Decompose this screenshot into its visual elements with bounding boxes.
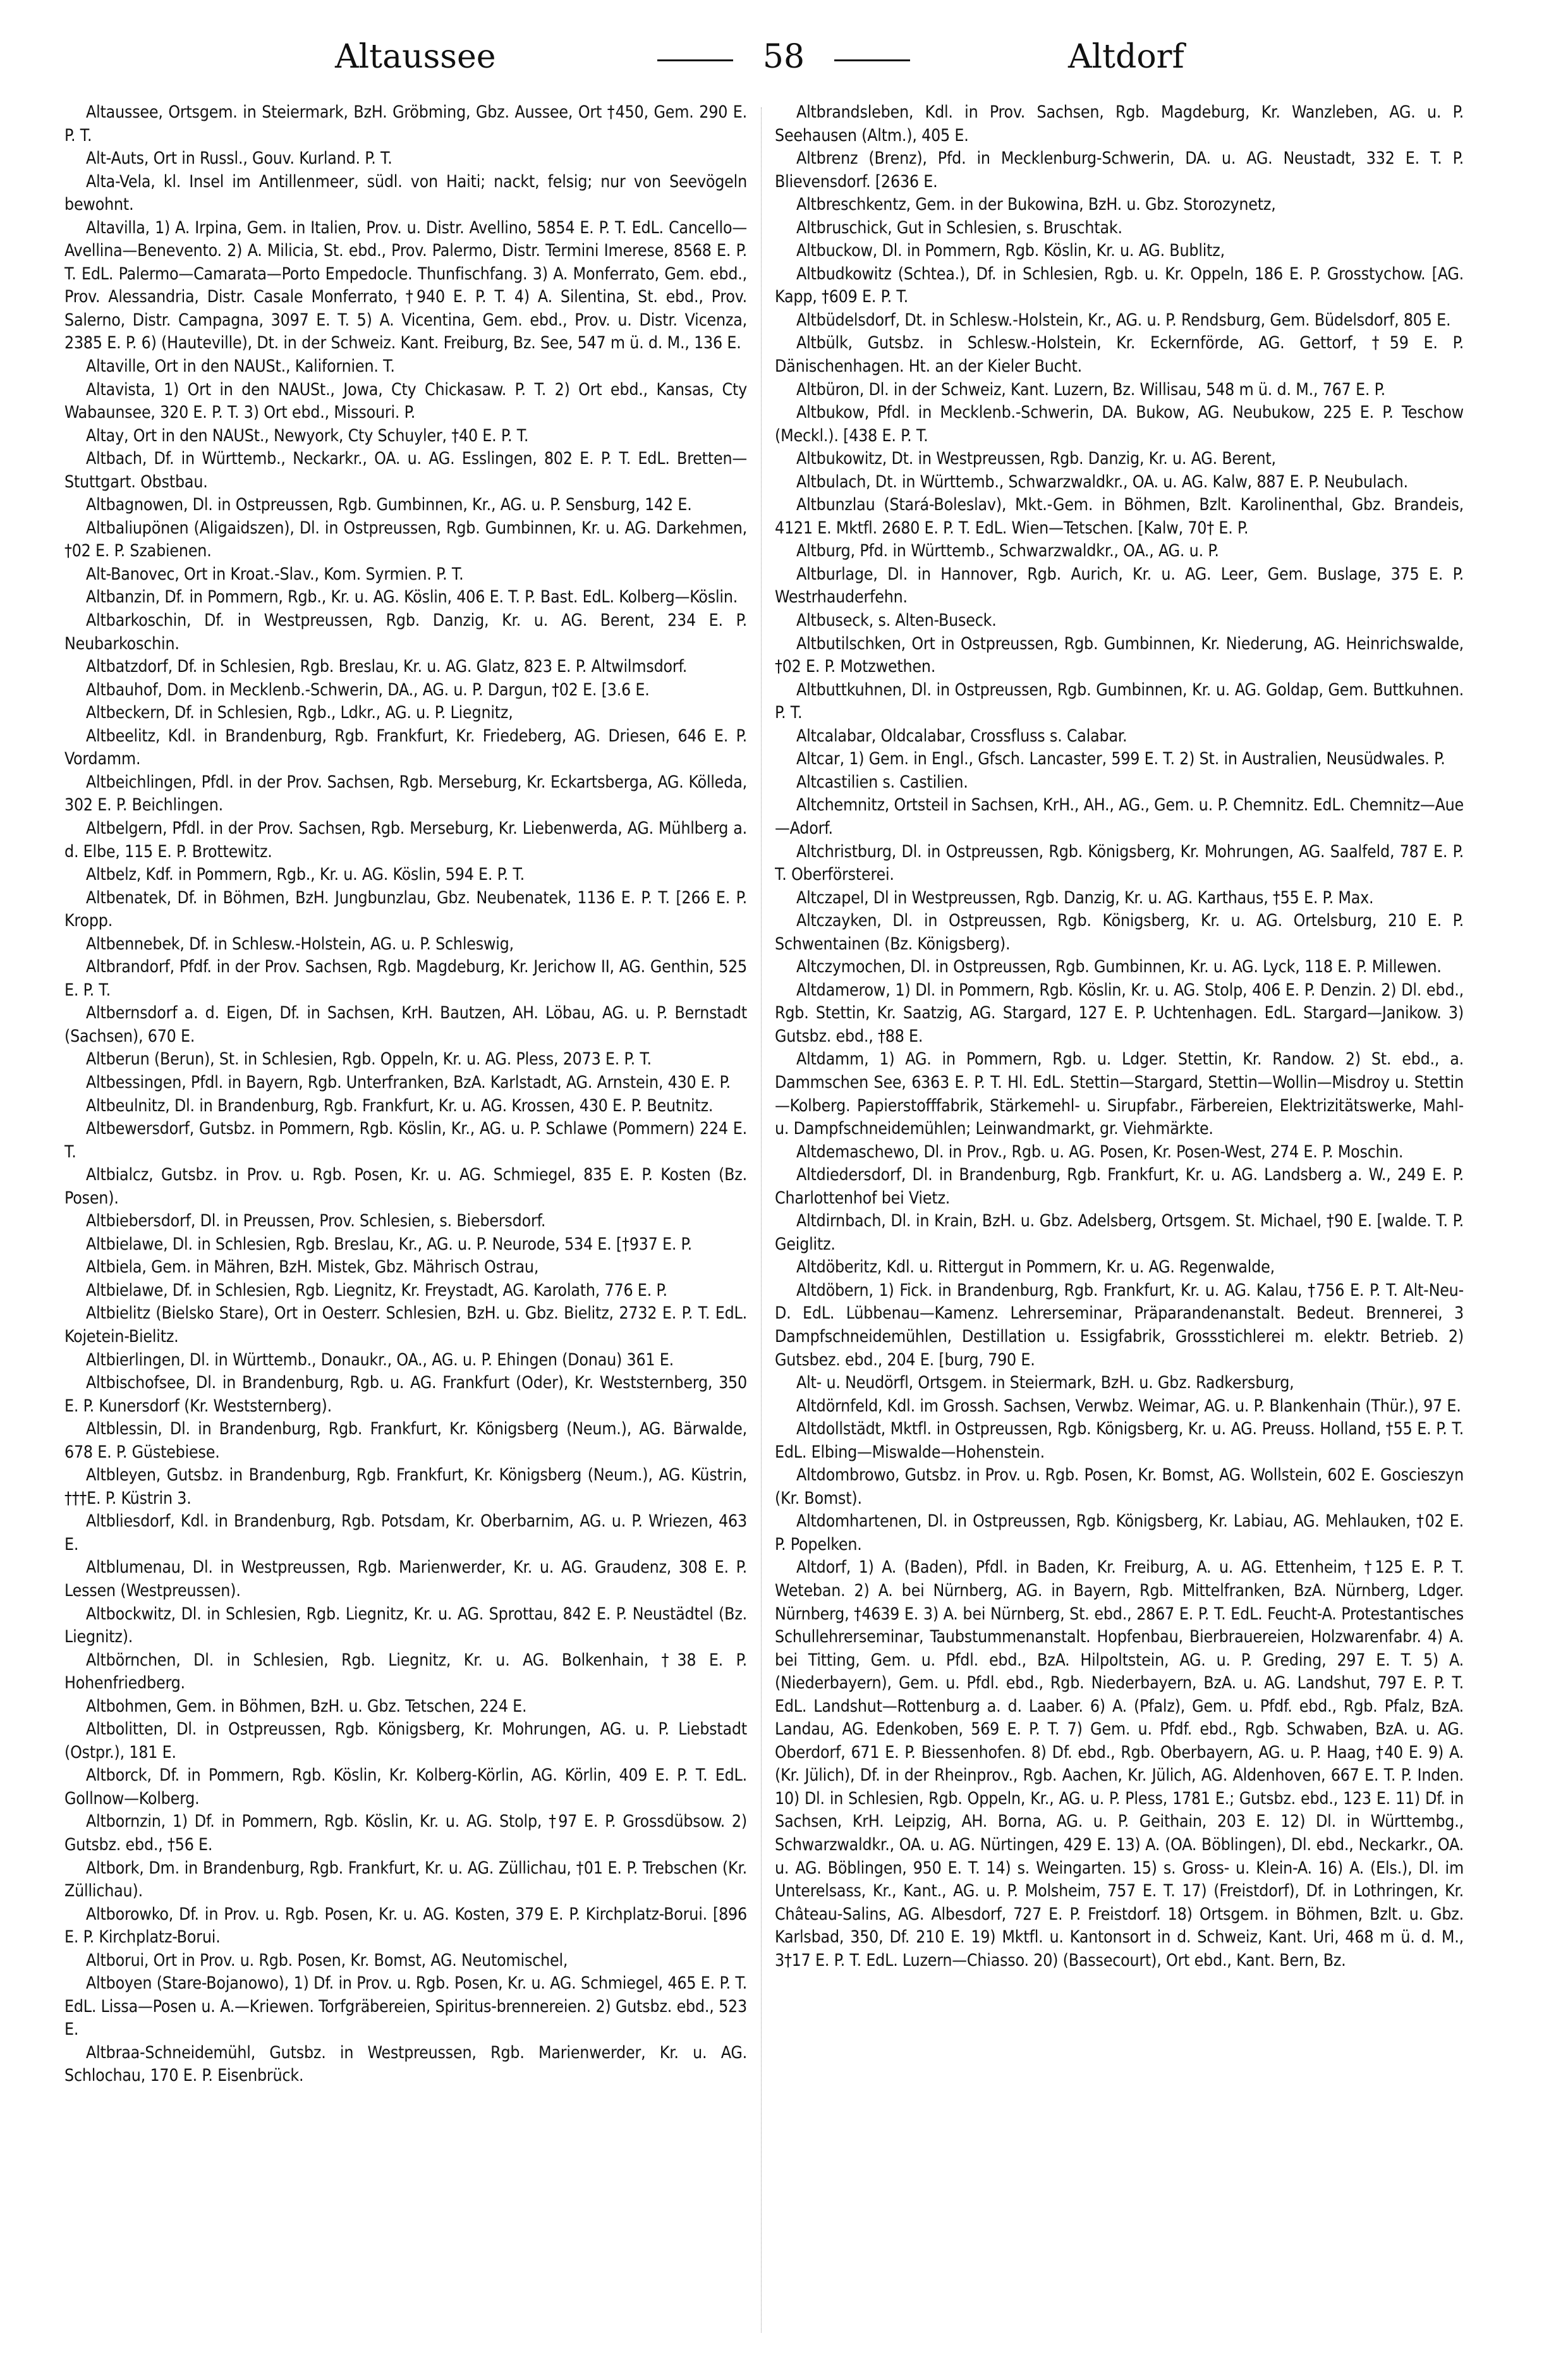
gazetteer-entry: Altbrandorf, Pfdf. in der Prov. Sachsen, Rgb. Magdeburg, Kr. Jerichow II, AG. Genthin, 525 E. P. T.: [64, 957, 747, 1000]
gazetteer-entry: Altbewersdorf, Gutsbz. in Pommern, Rgb. Köslin, Kr., AG. u. P. Schlawe (Pommern) 224 E. T.: [64, 1119, 747, 1162]
gazetteer-entry: Altblumenau, Dl. in Westpreussen, Rgb. Marienwerder, Kr. u. AG. Graudenz, 308 E. P. Lessen (Westpreussen).: [64, 1557, 747, 1600]
gazetteer-entry: Altchristburg, Dl. in Ostpreussen, Rgb. Königsberg, Kr. Mohrungen, AG. Saalfeld, 787 E. P. T. Oberförsterei.: [775, 841, 1464, 885]
gazetteer-entry: Altchemnitz, Ortsteil in Sachsen, KrH., AH., AG., Gem. u. P. Chemnitz. EdL. Chemnitz—Aue—Adorf.: [775, 795, 1464, 838]
gazetteer-entry: Altbuttkuhnen, Dl. in Ostpreussen, Rgb. Gumbinnen, Kr. u. AG. Goldap, Gem. Buttkuhnen. P. T.: [775, 680, 1464, 723]
gazetteer-entry: Altbukowitz, Dt. in Westpreussen, Rgb. Danzig, Kr. u. AG. Berent,: [796, 449, 1276, 469]
gazetteer-entry: Altczapel, Dl in Westpreussen, Rgb. Danzig, Kr. u. AG. Karthaus, †55 E. P. Max.: [796, 887, 1374, 908]
right-column: [775, 101, 1464, 2339]
left-column: [64, 101, 747, 2339]
gazetteer-entry: Altbork, Dm. in Brandenburg, Rgb. Frankfurt, Kr. u. AG. Züllichau, †01 E. P. Trebschen (Kr. Züllichau).: [64, 1858, 747, 1901]
gazetteer-entry: Altbülk, Gutsbz. in Schlesw.-Holstein, Kr. Eckernförde, AG. Gettorf, †59 E. P. Dänischenhagen. Ht. an der Kieler Bucht.: [775, 333, 1464, 377]
gazetteer-entry: Altaussee, Ortsgem. in Steiermark, BzH. Gröbming, Gbz. Aussee, Ort †450, Gem. 290 E. P. T.: [64, 102, 747, 145]
gazetteer-entry: Altbach, Df. in Württemb., Neckarkr., OA. u. AG. Esslingen, 802 E. P. T. EdL. Bretten—Stuttgart. Obstbau.: [64, 449, 747, 492]
gazetteer-entry: Altbutilschken, Ort in Ostpreussen, Rgb. Gumbinnen, Kr. Niederung, AG. Heinrichswalde, †02 E. P. Motzwethen.: [775, 633, 1464, 677]
gazetteer-entry: Altbüron, Dl. in der Schweiz, Kant. Luzern, Bz. Willisau, 548 m ü. d. M., 767 E. P.: [796, 379, 1385, 399]
gazetteer-entry: Alt-Auts, Ort in Russl., Gouv. Kurland. P. T.: [86, 149, 392, 169]
gazetteer-entry: Altaville, Ort in den NAUSt., Kalifornien. T.: [86, 357, 395, 377]
gazetteer-entry: Altbialcz, Gutsbz. in Prov. u. Rgb. Posen, Kr. u. AG. Schmiegel, 835 E. P. Kosten (Bz. Posen).: [64, 1165, 747, 1208]
gazetteer-entry: Altbierlingen, Dl. in Württemb., Donaukr., OA., AG. u. P. Ehingen (Donau) 361 E.: [86, 1350, 674, 1370]
gazetteer-entry: Altbaliupönen (Aligaidszen), Dl. in Ostpreussen, Rgb. Gumbinnen, Kr. u. AG. Darkehmen, †02 E. P. Szabienen.: [64, 518, 747, 561]
gazetteer-entry: Altbagnowen, Dl. in Ostpreussen, Rgb. Gumbinnen, Kr., AG. u. P. Sensburg, 142 E.: [86, 495, 692, 515]
gazetteer-entry: Altbennebek, Df. in Schlesw.-Holstein, AG. u. P. Schleswig,: [86, 934, 514, 954]
gazetteer-entry: Altdirnbach, Dl. in Krain, BzH. u. Gbz. Adelsberg, Ortsgem. St. Michael, †90 E. [walde. T. P. Geiglitz.: [775, 1211, 1464, 1254]
gazetteer-entry: Altcar, 1) Gem. in Engl., Gfsch. Lancaster, 599 E. T. 2) St. in Australien, Neusüdwales. P.: [796, 749, 1445, 769]
gazetteer-entry: Altberun (Berun), St. in Schlesien, Rgb. Oppeln, Kr. u. AG. Pless, 2073 E. P. T.: [86, 1049, 652, 1070]
gazetteer-entry: Altbischofsee, Dl. in Brandenburg, Rgb. u. AG. Frankfurt (Oder), Kr. Weststernberg, 350 E. P. Kunersdorf (Kr. Weststernberg).: [64, 1373, 747, 1416]
gazetteer-entry: Altbeichlingen, Pfdl. in der Prov. Sachsen, Rgb. Merseburg, Kr. Eckartsberga, AG. Kölleda, 302 E. P. Beichlingen.: [64, 772, 747, 815]
gazetteer-entry: Altborck, Df. in Pommern, Rgb. Köslin, Kr. Kolberg-Körlin, AG. Körlin, 409 E. P. T. EdL. Gollnow—Kolberg.: [64, 1765, 747, 1808]
gazetteer-entry: Altbulach, Dt. in Württemb., Schwarzwaldkr., OA. u. AG. Kalw, 887 E. P. Neubulach.: [796, 472, 1408, 492]
gazetteer-entry: Altbessingen, Pfdl. in Bayern, Rgb. Unterfranken, BzA. Karlstadt, AG. Arnstein, 430 E. P.: [86, 1072, 731, 1092]
column-divider: [761, 107, 762, 2332]
gazetteer-entry: Altbukow, Pfdl. in Mecklenb.-Schwerin, DA. Bukow, AG. Neubukow, 225 E. P. Teschow (Meckl.). [438 E. P. T.: [775, 403, 1464, 446]
gazetteer-entry: Altbrandsleben, Kdl. in Prov. Sachsen, Rgb. Magdeburg, Kr. Wanzleben, AG. u. P. Seehausen (Altm.), 405 E.: [775, 102, 1464, 145]
gazetteer-entry: Altbeckern, Df. in Schlesien, Rgb., Ldkr., AG. u. P. Liegnitz,: [86, 703, 513, 723]
gazetteer-entry: Altbraa-Schneidemühl, Gutsbz. in Westpreussen, Rgb. Marienwerder, Kr. u. AG. Schlochau, 170 E. P. Eisenbrück.: [64, 2042, 747, 2086]
gazetteer-entry: Altboyen (Stare-Bojanowo), 1) Df. in Prov. u. Rgb. Posen, Kr. u. AG. Schmiegel, 465 E. P. T. EdL. Lissa—Posen u. A.—Kriewen. Torfgräbereien, Spiritus-brennereien. 2) Gutsbz. ebd., 523 E.: [64, 1973, 747, 2040]
header-first-entry: Altaussee: [335, 38, 496, 76]
gazetteer-entry: Alta-Vela, kl. Insel im Antillenmeer, südl. von Haiti; nackt, felsig; nur von Seevögeln bewohnt.: [64, 171, 747, 215]
gazetteer-entry: Altbielawe, Dl. in Schlesien, Rgb. Breslau, Kr., AG. u. P. Neurode, 534 E. [†937 E. P.: [86, 1234, 692, 1254]
gazetteer-entry: Altbüdelsdorf, Dt. in Schlesw.-Holstein, Kr., AG. u. P. Rendsburg, Gem. Büdelsdorf, 805 E.: [796, 310, 1451, 330]
gazetteer-entry: Altbuckow, Dl. in Pommern, Rgb. Köslin, Kr. u. AG. Bublitz,: [796, 241, 1225, 261]
gazetteer-entry: Altbiebersdorf, Dl. in Preussen, Prov. Schlesien, s. Biebersdorf.: [86, 1211, 546, 1231]
gazetteer-entry: Altdamerow, 1) Dl. in Pommern, Rgb. Köslin, Kr. u. AG. Stolp, 406 E. P. Denzin. 2) Dl. ebd., Rgb. Stettin, Kr. Saatzig, AG. Stargard, 127 E. P. Uchtenhagen. EdL. Stargard—Janikow. 3) Gutsbz. ebd., †88 E.: [775, 980, 1464, 1046]
gazetteer-entry: Altdiedersdorf, Dl. in Brandenburg, Rgb. Frankfurt, Kr. u. AG. Landsberg a. W., 249 E. P. Charlottenhof bei Vietz.: [775, 1165, 1464, 1208]
gazetteer-entry: Altdombrowo, Gutsbz. in Prov. u. Rgb. Posen, Kr. Bomst, AG. Wollstein, 602 E. Goscieszyn (Kr. Bomst).: [775, 1465, 1464, 1508]
gazetteer-entry: Altbockwitz, Dl. in Schlesien, Rgb. Liegnitz, Kr. u. AG. Sprottau, 842 E. P. Neustädtel (Bz. Liegnitz).: [64, 1604, 747, 1647]
gazetteer-entry: Altbenatek, Df. in Böhmen, BzH. Jungbunzlau, Gbz. Neubenatek, 1136 E. P. T. [266 E. P. Kropp.: [64, 887, 747, 931]
running-head: [0, 25, 1568, 88]
gazetteer-entry: Altbruschick, Gut in Schlesien, s. Bruschtak.: [796, 217, 1122, 238]
gazetteer-entry: Altbudkowitz (Schtea.), Df. in Schlesien, Rgb. u. Kr. Oppeln, 186 E. P. Grosstychow. [AG. Kapp, †609 E. P. T.: [775, 264, 1464, 307]
gazetteer-entry: Altczymochen, Dl. in Ostpreussen, Rgb. Gumbinnen, Kr. u. AG. Lyck, 118 E. P. Millewen.: [796, 957, 1442, 977]
gazetteer-entry: Altdorf, 1) A. (Baden), Pfdl. in Baden, Kr. Freiburg, A. u. AG. Ettenheim, †125 E. P. T. Weteban. 2) A. bei Nürnberg, AG. in Bayern, Rgb. Mittelfranken, BzA. Nürnberg, Ldger. Nürnberg, †4639 E. 3) A. bei Nürnberg, St. ebd., 2867 E. P. T. EdL. Feucht-A. Protestantisches Schullehrerseminar, Taubstummenanstalt. Hopfenbau, Bierbrauereien, Holzwarenfabr. 4) A. bei Titting, Gem. u. Pfdl. ebd., BzA. Hilpoltstein, AG. u. P. Greding, 297 E. T. 5) A. (Niederbayern), Gem. u. Pfdl. ebd., Rgb. Niederbayern, BzA. u. AG. Landshut, 797 E. P. T. EdL. Landshut—Rottenburg a. d. Laaber. 6) A. (Pfalz), Gem. u. Pfdf. ebd., Rgb. Pfalz, BzA. Landau, AG. Edenkoben, 569 E. P. T. 7) Gem. u. Pfdf. ebd., Rgb. Schwaben, BzA. u. AG. Oberdorf, 671 E. P. Biessenhofen. 8) Df. ebd., Rgb. Oberbayern, AG. u. P. Haag, †40 E. 9) A. (Kr. Jülich), Df. in der Rheinprov., Rgb. Aachen, Kr. Jülich, AG. Aldenhoven, 667 E. T. P. Inden. 10) Dl. in Schlesien, Rgb. Oppeln, Kr., AG. u. P. Pless, 1781 E.; Gutsbz. ebd., 123 E. 11) Df. in Sachsen, KrH. Leipzig, AH. Borna, AG. u. P. Geithain, 203 E. 12) Dl. in Württembg., Schwarzwaldkr., OA. u. AG. Nürtingen, 429 E. 13) A. (OA. Böblingen), Dl. ebd., Neckarkr., OA. u. AG. Böblingen, 950 E. T. 14) s. Weingarten. 15) s. Gross- u. Klein-A. 16) A. (Els.), Dl. im Unterelsass, Kr., Kant., AG. u. P. Molsheim, 757 E. T. 17) (Freistdorf), Df. in Lothringen, Kr. Château-Salins, AG. Albesdorf, 727 E. P. Freistdorf. 18) Ortsgem. in Böhmen, Bzlt. u. Gbz. Karlsbad, 350, Df. 210 E. 19) Mktfl. u. Kantonsort in d. Schweiz, Kant. Uri, 468 m ü. d. M., 3†17 E. P. T. EdL. Luzern—Chiasso. 20) (Bassecourt), Ort ebd., Kant. Bern, Bz.: [775, 1557, 1464, 1970]
gazetteer-entry: Altbuseck, s. Alten-Buseck.: [796, 611, 997, 631]
gazetteer-entry: Altavista, 1) Ort in den NAUSt., Jowa, Cty Chickasaw. P. T. 2) Ort ebd., Kansas, Cty Wabaunsee, 320 E. P. T. 3) Ort ebd., Missouri. P.: [64, 379, 747, 423]
gazetteer-entry: Altdemaschewo, Dl. in Prov., Rgb. u. AG. Posen, Kr. Posen-West, 274 E. P. Moschin.: [796, 1142, 1404, 1162]
gazetteer-entry: Altdörnfeld, Kdl. im Grossh. Sachsen, Verwbz. Weimar, AG. u. P. Blankenhain (Thür.), 97 E.: [796, 1396, 1461, 1416]
header-last-entry: Altdorf: [1068, 38, 1184, 76]
gazetteer-entry: Altbliesdorf, Kdl. in Brandenburg, Rgb. Potsdam, Kr. Oberbarnim, AG. u. P. Wriezen, 463 E.: [64, 1511, 747, 1554]
gazetteer-entry: Altcalabar, Oldcalabar, Crossfluss s. Calabar.: [796, 726, 1127, 746]
gazetteer-entry: Altavilla, 1) A. Irpina, Gem. in Italien, Prov. u. Distr. Avellino, 5854 E. P. T. EdL. Cancello—Avellina—Benevento. 2) A. Milicia, St. ebd., Prov. Palermo, Distr. Termini Imerese, 8568 E. P. T. EdL. Palermo—Camarata—Porto Empedocle. Thunfischfang. 3) A. Monferrato, Gem. ebd., Prov. Alessandria, Distr. Casale Monferrato, †940 E. P. T. 4) A. Silentina, St. ebd., Prov. Salerno, Distr. Campagna, 3097 E. T. 5) A. Vicentina, Gem. ebd., Prov. u. Distr. Vicenza, 2385 E. P. 6) (Hauteville), Dt. in der Schweiz. Kant. Freiburg, Bz. See, 547 m ü. d. M., 136 E.: [64, 217, 747, 353]
gazetteer-entry: Altbiela, Gem. in Mähren, BzH. Mistek, Gbz. Mährisch Ostrau,: [86, 1257, 539, 1277]
gazetteer-entry: Altbielitz (Bielsko Stare), Ort in Oesterr. Schlesien, BzH. u. Gbz. Bielitz, 2732 E. P. T. EdL. Kojetein-Bielitz.: [64, 1303, 747, 1346]
gazetteer-entry: Altblessin, Dl. in Brandenburg, Rgb. Frankfurt, Kr. Königsberg (Neum.), AG. Bärwalde, 678 E. P. Güstebiese.: [64, 1419, 747, 1462]
gazetteer-entry: Altbohmen, Gem. in Böhmen, BzH. u. Gbz. Tetschen, 224 E.: [86, 1696, 527, 1716]
gazetteer-entry: Altbolitten, Dl. in Ostpreussen, Rgb. Königsberg, Kr. Mohrungen, AG. u. P. Liebstadt (Ostpr.), 181 E.: [64, 1719, 747, 1762]
gazetteer-entry: Altdöbern, 1) Fick. in Brandenburg, Rgb. Frankfurt, Kr. u. AG. Kalau, †756 E. P. T. Alt-Neu-D. EdL. Lübbenau—Kamenz. Lehrerseminar, Präparandenanstalt. Bedeut. Brennerei, 3 Dampfschneidemühlen, Destillation u. Essigfabrik, Grossstichlerei m. elektr. Betrieb. 2) Gutsbez. ebd., 204 E. [burg, 790 E.: [775, 1280, 1464, 1370]
gazetteer-entry: Altdollstädt, Mktfl. in Ostpreussen, Rgb. Königsberg, Kr. u. AG. Preuss. Holland, †55 E. P. T. EdL. Elbing—Miswalde—Hohenstein.: [775, 1419, 1464, 1462]
page-number: 58: [651, 38, 916, 76]
gazetteer-entry: Altbeulnitz, Dl. in Brandenburg, Rgb. Frankfurt, Kr. u. AG. Krossen, 430 E. P. Beutnitz.: [86, 1095, 714, 1116]
gazetteer-entry: Altbelz, Kdf. in Pommern, Rgb., Kr. u. AG. Köslin, 594 E. P. T.: [86, 865, 525, 885]
gazetteer-entry: Alt-Banovec, Ort in Kroat.-Slav., Kom. Syrmien. P. T.: [86, 564, 464, 584]
gazetteer-entry: Altdamm, 1) AG. in Pommern, Rgb. u. Ldger. Stettin, Kr. Randow. 2) St. ebd., a. Dammschen See, 6363 E. P. T. Hl. EdL. Stettin—Stargard, Stettin—Wollin—Misdroy u. Stettin—Kolberg. Papierstofffabrik, Stärkemehl- u. Sirupfabr., Färbereien, Elektrizitätswerke, Mahl- u. Dampfschneidemühlen; Leinwandmarkt, gr. Viehmärkte.: [775, 1049, 1464, 1139]
gazetteer-entry: Altbunzlau (Stará-Boleslav), Mkt.-Gem. in Böhmen, Bzlt. Karolinenthal, Gbz. Brandeis, 4121 E. Mktfl. 2680 E. P. T. EdL. Wien—Tetschen. [Kalw, 70† E. P.: [775, 495, 1464, 538]
gazetteer-entry: Altbanzin, Df. in Pommern, Rgb., Kr. u. AG. Köslin, 406 E. T. P. Bast. EdL. Kolberg—Köslin.: [86, 587, 738, 607]
gazetteer-entry: Altay, Ort in den NAUSt., Newyork, Cty Schuyler, †40 E. P. T.: [86, 425, 529, 446]
gazetteer-entry: Altbielawe, Df. in Schlesien, Rgb. Liegnitz, Kr. Freystadt, AG. Karolath, 776 E. P.: [86, 1280, 667, 1300]
gazetteer-entry: Altborowko, Df. in Prov. u. Rgb. Posen, Kr. u. AG. Kosten, 379 E. P. Kirchplatz-Borui. [896 E. P. Kirchplatz-Borui.: [64, 1904, 747, 1948]
gazetteer-entry: Altbatzdorf, Df. in Schlesien, Rgb. Breslau, Kr. u. AG. Glatz, 823 E. P. Altwilmsdorf.: [86, 657, 688, 677]
gazetteer-entry: Altbelgern, Pfdl. in der Prov. Sachsen, Rgb. Merseburg, Kr. Liebenwerda, AG. Mühlberg a. d. Elbe, 115 E. P. Brottewitz.: [64, 818, 747, 862]
gazetteer-entry: Altdöberitz, Kdl. u. Rittergut in Pommern, Kr. u. AG. Regenwalde,: [796, 1257, 1275, 1277]
gazetteer-entry: Altbleyen, Gutsbz. in Brandenburg, Rgb. Frankfurt, Kr. Königsberg (Neum.), AG. Küstrin, †††E. P. Küstrin 3.: [64, 1465, 747, 1508]
gazetteer-entry: Altbauhof, Dom. in Mecklenb.-Schwerin, DA., AG. u. P. Dargun, †02 E. [3.6 E.: [86, 680, 650, 700]
gazetteer-entry: Altbeelitz, Kdl. in Brandenburg, Rgb. Frankfurt, Kr. Friedeberg, AG. Driesen, 646 E. P. Vordamm.: [64, 726, 747, 769]
gazetteer-entry: Altburlage, Dl. in Hannover, Rgb. Aurich, Kr. u. AG. Leer, Gem. Buslage, 375 E. P. Westrhauderfehn.: [775, 564, 1464, 607]
gazetteer-entry: Altborui, Ort in Prov. u. Rgb. Posen, Kr. Bomst, AG. Neutomischel,: [86, 1950, 568, 1970]
gazetteer-entry: Altcastilien s. Castilien.: [796, 772, 968, 792]
gazetteer-entry: Altbornzin, 1) Df. in Pommern, Rgb. Köslin, Kr. u. AG. Stolp, †97 E. P. Grossdübsow. 2) Gutsbz. ebd., †56 E.: [64, 1812, 747, 1855]
gazetteer-entry: Altbreschkentz, Gem. in der Bukowina, BzH. u. Gbz. Storozynetz,: [796, 195, 1276, 215]
gazetteer-entry: Altbörnchen, Dl. in Schlesien, Rgb. Liegnitz, Kr. u. AG. Bolkenhain, †38 E. P. Hohenfriedberg.: [64, 1650, 747, 1693]
gazetteer-entry: Alt- u. Neudörfl, Ortsgem. in Steiermark, BzH. u. Gbz. Radkersburg,: [796, 1373, 1294, 1393]
gazetteer-entry: Altburg, Pfd. in Württemb., Schwarzwaldkr., OA., AG. u. P.: [796, 541, 1219, 561]
gazetteer-entry: Altbrenz (Brenz), Pfd. in Mecklenburg-Schwerin, DA. u. AG. Neustadt, 332 E. T. P. Blievensdorf. [2636 E.: [775, 149, 1464, 192]
gazetteer-entry: Altbernsdorf a. d. Eigen, Df. in Sachsen, KrH. Bautzen, AH. Löbau, AG. u. P. Bernstadt (Sachsen), 670 E.: [64, 1003, 747, 1046]
gazetteer-entry: Altczayken, Dl. in Ostpreussen, Rgb. Königsberg, Kr. u. AG. Ortelsburg, 210 E. P. Schwentainen (Bz. Königsberg).: [775, 911, 1464, 954]
gazetteer-entry: Altbarkoschin, Df. in Westpreussen, Rgb. Danzig, Kr. u. AG. Berent, 234 E. P. Neubarkoschin.: [64, 611, 747, 654]
gazetteer-entry: Altdomhartenen, Dl. in Ostpreussen, Rgb. Königsberg, Kr. Labiau, AG. Mehlauken, †02 E. P. Popelken.: [775, 1511, 1464, 1554]
